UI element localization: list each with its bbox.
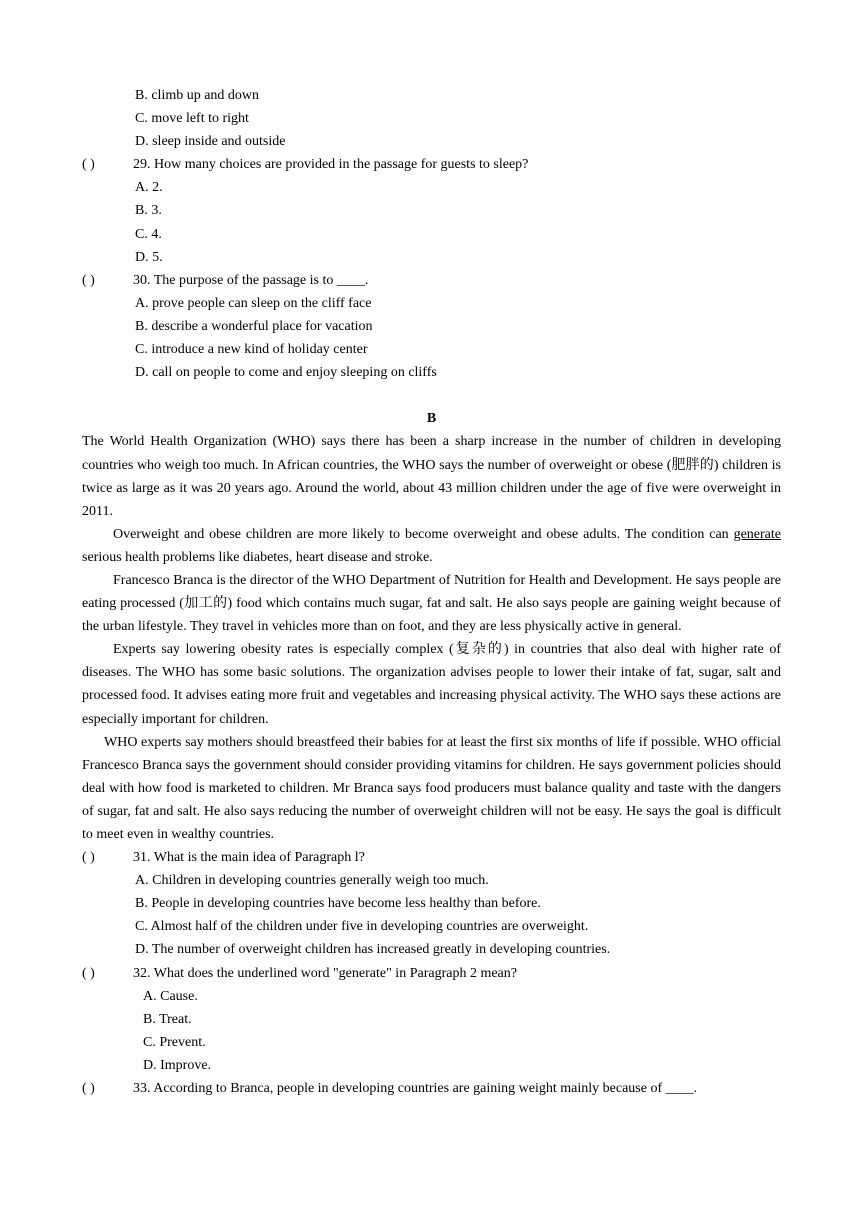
q32-option-a: A. Cause. <box>143 988 198 1004</box>
question-29 <box>82 153 781 176</box>
paragraph-text: serious health problems like diabetes, heart disease and stroke. <box>82 549 433 565</box>
q28-option-d: D. sleep inside and outside <box>135 134 286 150</box>
q32-option-c: C. Prevent. <box>143 1034 206 1050</box>
q32-option-d: D. Improve. <box>143 1057 212 1073</box>
q30-option-d: D. call on people to come and enjoy sleeping on cliffs <box>135 365 437 381</box>
q31-option-a: A. Children in developing countries generally weigh too much. <box>135 873 489 889</box>
document-content <box>82 84 781 1100</box>
q28-option-c: C. move left to right <box>135 111 249 127</box>
q28-option-b: B. climb up and down <box>135 88 260 103</box>
question-31 <box>82 846 781 869</box>
question-text: 31. What is the main idea of Paragraph l? <box>133 850 365 866</box>
question-32 <box>82 962 781 985</box>
q31-option-d: D. The number of overweight children has increased greatly in developing countries. <box>135 942 611 958</box>
question-text: 32. What does the underlined word "generate" in Paragraph 2 mean? <box>133 965 517 981</box>
question-text: 33. According to Branca, people in developing countries are gaining weight mainly because of ____. <box>133 1081 698 1097</box>
answer-blank: ( ) <box>82 157 95 173</box>
q32-option-b: B. Treat. <box>143 1011 192 1027</box>
question-text: 29. How many choices are provided in the passage for guests to sleep? <box>133 157 529 173</box>
paragraph-text: Overweight and obese children are more likely to become overweight and obese adults. The condition can <box>113 526 734 542</box>
q29-option-a: A. 2. <box>135 180 163 196</box>
q29-option-d: D. 5. <box>135 249 163 265</box>
question-33 <box>82 1077 781 1100</box>
passage-paragraph-4: Experts say lowering obesity rates is especially complex (复杂的) in countries that also deal with higher rate of diseases. The WHO has some basic solutions. The organization advises people to lower their intake of fat, sugar, salt and processed food. It advises eating more fruit and vegetables and increasing physical activity. The WHO says these actions are especially important for children. <box>82 642 781 727</box>
q30-option-c: C. introduce a new kind of holiday center <box>135 342 368 358</box>
answer-blank: ( ) <box>82 1081 95 1097</box>
question-30 <box>82 269 781 292</box>
q29-option-b: B. 3. <box>135 203 162 219</box>
passage-paragraph-2 <box>82 523 781 569</box>
passage-paragraph-5: WHO experts say mothers should breastfeed their babies for at least the first six months of life if possible. WHO official Francesco Branca says the government should consider providing vitamins for children. He says government policies should deal with how food is marketed to children. Mr Branca says food producers must balance quality and taste with the dangers of sugar, fat and salt. He also says reducing the number of overweight children will not be easy. He says the goal is difficult to meet even in wealthy countries. <box>82 734 781 842</box>
spacer <box>82 384 781 407</box>
answer-blank: ( ) <box>82 965 95 981</box>
question-text: 30. The purpose of the passage is to ____. <box>133 272 369 288</box>
answer-blank: ( ) <box>82 272 95 288</box>
q30-option-a: A. prove people can sleep on the cliff face <box>135 295 372 311</box>
passage-paragraph-1: The World Health Organization (WHO) says there has been a sharp increase in the number of children in developing countries who weigh too much. In African countries, the WHO says the number of overweight or obese (肥胖的) children is twice as large as it was 20 years ago. Around the world, about 43 million children under the age of five were overweight in 2011. <box>82 434 781 519</box>
q29-option-c: C. 4. <box>135 226 162 242</box>
answer-blank: ( ) <box>82 850 95 866</box>
q31-option-b: B. People in developing countries have become less healthy than before. <box>135 896 541 912</box>
section-heading: B <box>426 411 437 427</box>
q30-option-b: B. describe a wonderful place for vacation <box>135 318 373 334</box>
passage-paragraph-3: Francesco Branca is the director of the WHO Department of Nutrition for Health and Development. He says people are eating processed (加工的) food which contains much sugar, fat and salt. He also says people are gaining weight because of the urban lifestyle. They travel in vehicles more than on foot, and they are less physically active in general. <box>82 572 782 635</box>
q31-option-c: C. Almost half of the children under five in developing countries are overweight. <box>135 919 589 935</box>
underlined-word: generate <box>733 526 781 542</box>
